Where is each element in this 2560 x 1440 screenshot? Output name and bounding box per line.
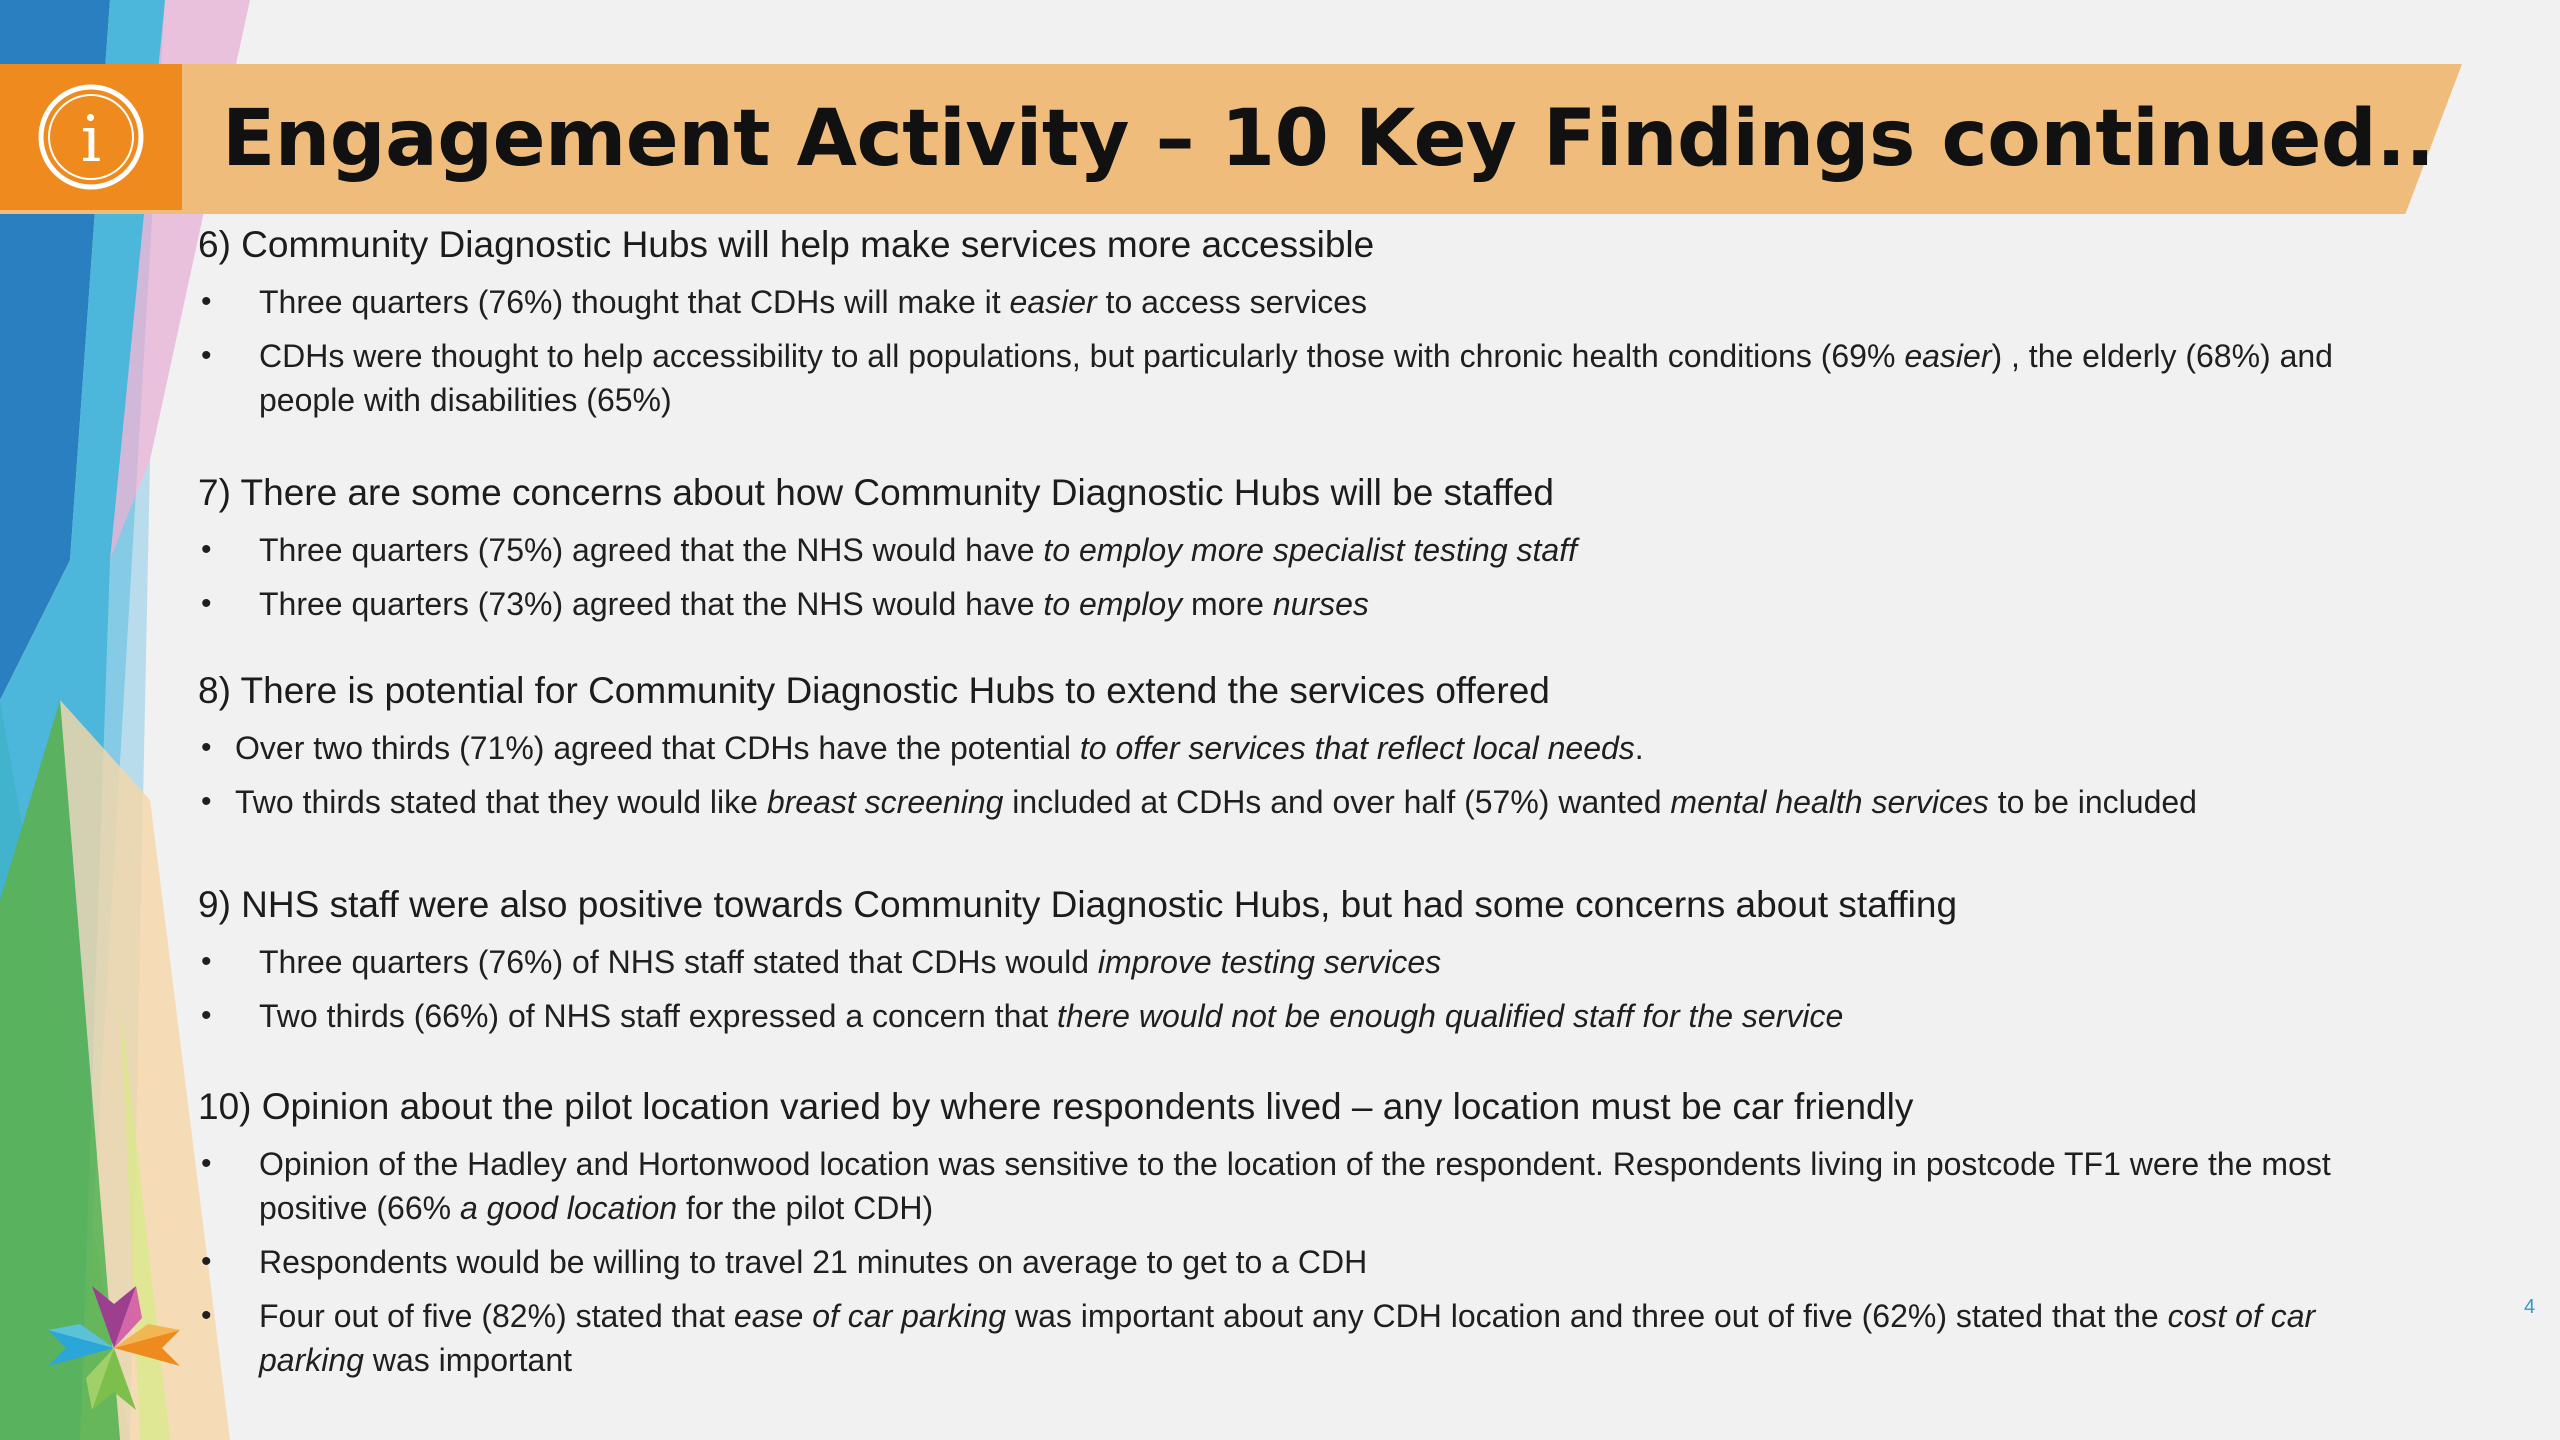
info-icon bbox=[35, 81, 147, 193]
text-segment: . bbox=[1634, 730, 1644, 766]
bullet-text bbox=[259, 338, 2333, 418]
text-segment: Opinion of the Hadley and Hortonwood location was sensitive to the location of the respondent. Respondents living in postcode TF1 were the most positive (66% bbox=[259, 1146, 2331, 1226]
finding-heading: 10) Opinion about the pilot location varied by where respondents lived – any location must be car friendly bbox=[198, 1086, 1914, 1127]
finding-section-8 bbox=[198, 666, 2408, 824]
bullet-text bbox=[259, 1146, 2331, 1226]
bullet-text bbox=[259, 284, 1367, 320]
emphasis-text: a good location bbox=[459, 1190, 678, 1226]
bullet-point bbox=[198, 1142, 2408, 1230]
text-segment: Three quarters (76%) thought that CDHs will make it bbox=[259, 284, 1010, 320]
emphasis-text: mental health services bbox=[1670, 784, 1989, 820]
bullet-dot: • bbox=[201, 1147, 212, 1180]
bullet-point bbox=[198, 994, 2408, 1038]
bullet-dot: • bbox=[201, 339, 212, 372]
bullet-point bbox=[198, 780, 2408, 824]
bullet-text bbox=[259, 586, 1369, 622]
finding-heading: 6) Community Diagnostic Hubs will help make services more accessible bbox=[198, 224, 1375, 265]
bullet-text bbox=[259, 1244, 1367, 1280]
findings-content bbox=[198, 220, 2408, 1382]
page-number: 4 bbox=[2524, 1296, 2536, 1318]
emphasis-text: improve testing services bbox=[1097, 944, 1442, 980]
info-icon-box bbox=[0, 64, 182, 210]
star-logo bbox=[44, 1278, 184, 1418]
text-segment: was important bbox=[363, 1342, 573, 1378]
bullet-point bbox=[198, 1240, 2408, 1284]
text-segment: Respondents would be willing to travel 21 minutes on average to get to a CDH bbox=[259, 1244, 1368, 1280]
text-segment: to be included bbox=[1988, 784, 2197, 820]
finding-points bbox=[198, 528, 2408, 626]
bullet-dot: • bbox=[201, 731, 212, 764]
finding-heading: 9) NHS staff were also positive towards Community Diagnostic Hubs, but had some concerns about staffing bbox=[198, 884, 1958, 925]
emphasis-text: easier bbox=[1009, 284, 1097, 320]
bullet-text bbox=[259, 1298, 2315, 1378]
page-title: Engagement Activity – 10 Key Findings continued.. bbox=[222, 94, 2435, 184]
finding-section-10 bbox=[198, 1082, 2408, 1382]
text-segment: Three quarters (73%) agreed that the NHS would have bbox=[259, 586, 1044, 622]
text-segment: to access services bbox=[1096, 284, 1367, 320]
bullet-point bbox=[198, 940, 2408, 984]
finding-heading: 7) There are some concerns about how Community Diagnostic Hubs will be staffed bbox=[198, 472, 1554, 513]
bullet-point bbox=[198, 334, 2408, 422]
finding-points bbox=[198, 940, 2408, 1038]
bullet-dot: • bbox=[201, 785, 212, 818]
text-segment: CDHs were thought to help accessibility to all populations, but particularly those with chronic health conditions (69% bbox=[259, 338, 1905, 374]
bullet-text bbox=[259, 944, 1441, 980]
bullet-dot: • bbox=[201, 945, 212, 978]
bullet-dot: • bbox=[201, 533, 212, 566]
emphasis-text: to offer services that reflect local needs bbox=[1079, 730, 1635, 766]
bullet-dot: • bbox=[201, 285, 212, 318]
emphasis-text: ease of car parking bbox=[733, 1298, 1007, 1334]
bullet-dot: • bbox=[201, 999, 212, 1032]
bullet-text bbox=[259, 998, 1843, 1034]
finding-section-9 bbox=[198, 880, 2408, 1038]
bullet-point bbox=[198, 1294, 2408, 1382]
bullet-dot: • bbox=[201, 587, 212, 620]
finding-heading: 8) There is potential for Community Diagnostic Hubs to extend the services offered bbox=[198, 670, 1550, 711]
finding-section-6 bbox=[198, 220, 2408, 422]
text-segment: Four out of five (82%) stated that bbox=[259, 1298, 734, 1334]
bullet-point bbox=[198, 528, 2408, 572]
bullet-text bbox=[259, 532, 1577, 568]
text-segment: included at CDHs and over half (57%) wanted bbox=[1003, 784, 1671, 820]
text-segment: Two thirds (66%) of NHS staff expressed a concern that bbox=[259, 998, 1057, 1034]
emphasis-text: easier bbox=[1904, 338, 1992, 374]
emphasis-text: to employ more specialist testing staff bbox=[1043, 532, 1577, 568]
text-segment: for the pilot CDH) bbox=[677, 1190, 934, 1226]
finding-points bbox=[198, 1142, 2408, 1382]
bullet-text bbox=[235, 784, 2197, 820]
finding-section-7 bbox=[198, 468, 2408, 626]
emphasis-text: to employ bbox=[1043, 586, 1183, 622]
bullet-point bbox=[198, 582, 2408, 626]
emphasis-text: there would not be enough qualified staff for the service bbox=[1057, 998, 1844, 1034]
bullet-dot: • bbox=[201, 1299, 212, 1332]
text-segment: Three quarters (76%) of NHS staff stated that CDHs would bbox=[259, 944, 1098, 980]
bullet-point bbox=[198, 280, 2408, 324]
emphasis-text: breast screening bbox=[766, 784, 1004, 820]
text-segment: was important about any CDH location and three out of five (62%) stated that the bbox=[1006, 1298, 2168, 1334]
text-segment: ) , the elderly (68%) and people with disabilities (65%) bbox=[259, 338, 2333, 418]
text-segment: Three quarters (75%) agreed that the NHS would have bbox=[259, 532, 1044, 568]
finding-points bbox=[198, 726, 2408, 824]
emphasis-text: cost of car parking bbox=[259, 1298, 2316, 1378]
emphasis-text: nurses bbox=[1272, 586, 1369, 622]
finding-points bbox=[198, 280, 2408, 422]
bullet-point bbox=[198, 726, 2408, 770]
svg-text:i: i bbox=[80, 103, 102, 177]
bullet-text bbox=[235, 730, 1644, 766]
text-segment: Over two thirds (71%) agreed that CDHs have the potential bbox=[235, 730, 1080, 766]
bullet-dot: • bbox=[201, 1245, 212, 1278]
text-segment: Two thirds stated that they would like bbox=[235, 784, 767, 820]
text-segment: more bbox=[1182, 586, 1273, 622]
